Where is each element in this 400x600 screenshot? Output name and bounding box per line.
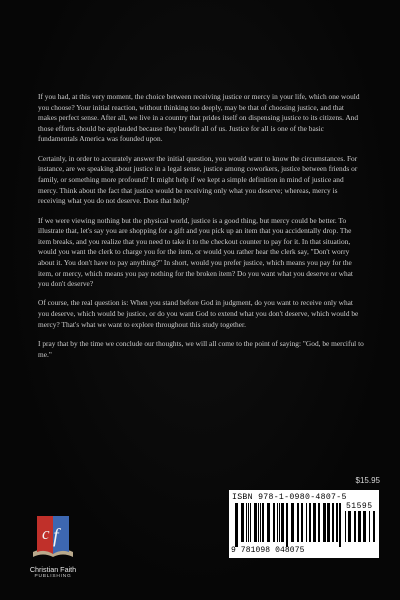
- blurb-paragraph-5: I pray that by the time we conclude our thoughts, we will all come to the point of saying: "God, be merciful to me.": [38, 339, 364, 359]
- barcode-bar: [373, 511, 375, 542]
- price-code: 51595: [346, 502, 373, 511]
- addon-barcode-bars: [345, 511, 375, 547]
- barcode-bar: [273, 503, 275, 542]
- barcode-bar: [281, 503, 284, 542]
- barcode-bar: [348, 511, 351, 542]
- barcode-bar: [248, 503, 249, 542]
- barcode-bar: [279, 503, 280, 542]
- barcode-bar: [258, 503, 259, 542]
- barcode-bar: [339, 503, 341, 547]
- ean-digits: 9 781098 048075: [231, 546, 305, 555]
- barcode-bar: [286, 503, 288, 547]
- barcode-bar: [267, 503, 270, 542]
- barcode-bar: [235, 503, 238, 547]
- publisher-logo: [18, 512, 88, 592]
- svg-text:c: c: [42, 524, 50, 543]
- barcode-bar: [369, 511, 370, 542]
- barcode-bar: [262, 503, 264, 542]
- barcode-bar: [306, 503, 307, 542]
- barcode-bar: [323, 503, 326, 542]
- blurb-paragraph-4: Of course, the real question is: When you stand before God in judgment, do you want to receive only what you deserve, which would be justice, or do you want God to extend what you don't deserve, which would be mercy? That's what we want to explore throughout this study together.: [38, 298, 359, 329]
- price-label: $15.95: [355, 476, 380, 485]
- barcode-bar: [241, 503, 244, 542]
- barcode-bar: [354, 511, 356, 542]
- isbn-number: ISBN 978-1-0980-4807-5: [232, 493, 347, 502]
- blurb-paragraph-2: Certainly, in order to accurately answer the initial question, you would want to know the circumstances. For instance, are we speaking about justice in a legal sense, justice among coworkers, justice between friends or family, or something more profound? It might help if we kept a simple definition in mind of justice and mercy. Think about the fact that justice would be receiving only what you deserve; whereas, mercy is receiving what you do not deserve. Does that help?: [38, 153, 358, 206]
- barcode-bar: [246, 503, 247, 542]
- barcode-bar: [254, 503, 257, 542]
- isbn-barcode: [229, 490, 379, 558]
- barcode-bar: [358, 511, 361, 542]
- barcode-bar: [363, 511, 366, 542]
- barcode-bar: [309, 503, 311, 542]
- barcode-bar: [250, 503, 251, 542]
- barcode-bar: [345, 511, 346, 542]
- barcode-bar: [297, 503, 299, 542]
- barcode-bar: [301, 503, 303, 542]
- barcode-bar: [291, 503, 294, 542]
- publisher-name: Christian Faith: [29, 565, 77, 574]
- barcode-bar: [260, 503, 261, 542]
- publisher-subtitle: PUBLISHING: [34, 574, 72, 579]
- ean-barcode-bars: [235, 503, 341, 547]
- publisher-logo-icon: [31, 512, 75, 564]
- barcode-bar: [318, 503, 320, 542]
- barcode-bar: [332, 503, 334, 542]
- blurb-text: [38, 92, 364, 369]
- blurb-paragraph-1: If you had, at this very moment, the choice between receiving justice or mercy in your life, which one would you choose? Your initial reaction, without thinking too deeply, may be that of choosing justice, and that makes perfect sense. After all, we live in a country that prides itself on dispensing justice to its citizens. And those efforts should be applauded because they benefit all of us. Justice for all is one of the basic fundamentals America was founded upon.: [38, 92, 360, 144]
- barcode-bar: [336, 503, 338, 542]
- svg-text:f: f: [53, 525, 59, 547]
- barcode-bar: [313, 503, 316, 542]
- barcode-bar: [327, 503, 330, 542]
- blurb-paragraph-3: If we were viewing nothing but the physical world, justice is a good thing, but mercy could be better. To illustrate that, let's say you are shopping for a gift and you pick up an item that you accidentally drop. The item breaks, and you realize that you need to take it to the checkout counter to pay for it. In that situation, would you want the clerk to charge you for the item, or would you rather hear the clerk say, "Don't worry about it. You don't have to pay anything?" In short, would you prefer justice, which means you pay for the item, or mercy, which means you pay nothing for the broken item? Do you want what you deserve or what you don't deserve?: [38, 215, 353, 289]
- barcode-bar: [277, 503, 278, 542]
